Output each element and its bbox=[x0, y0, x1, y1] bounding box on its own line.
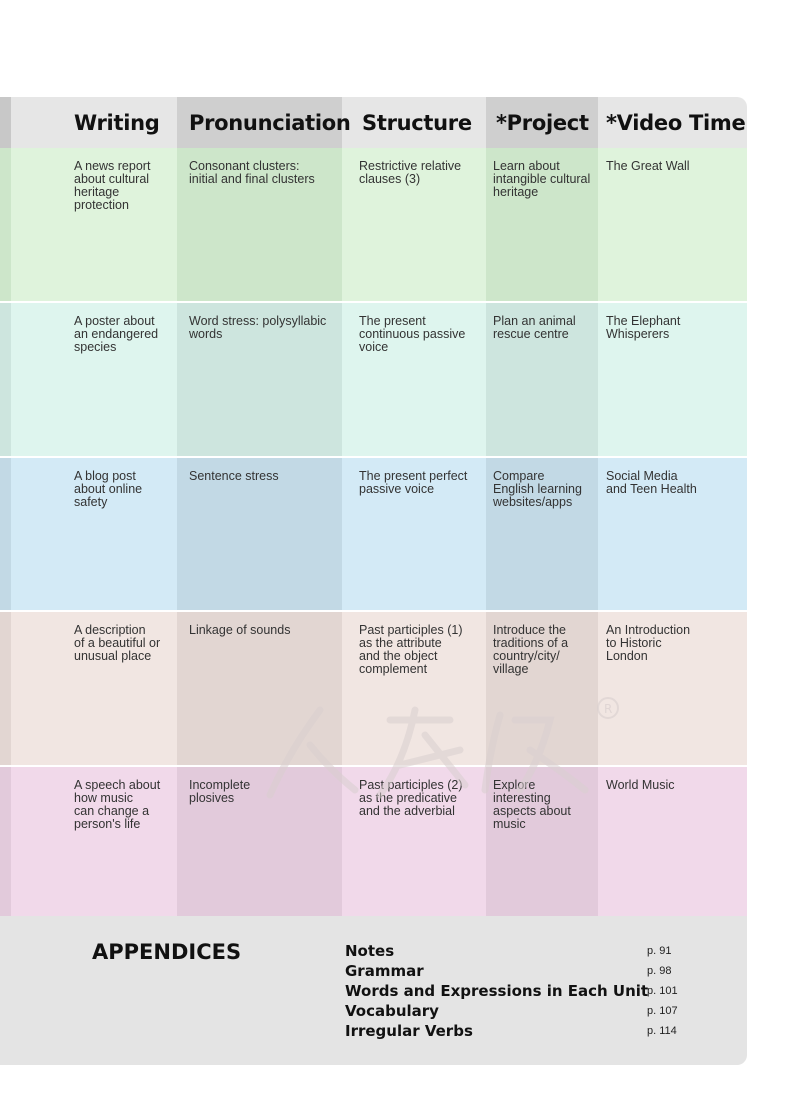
cell-pronunciation bbox=[177, 458, 342, 610]
cell-project bbox=[486, 458, 598, 610]
appendix-page-words: p. 101 bbox=[647, 985, 678, 997]
cell-text: A blog post about online safety bbox=[74, 469, 143, 509]
cell-text: Past participles (2) as the predicative and the adverbial bbox=[359, 778, 463, 818]
cell-text: A news report about cultural heritage protection bbox=[74, 159, 151, 212]
cell-project bbox=[486, 303, 598, 456]
cell-text: Past participles (1) as the attribute and the object complement bbox=[359, 623, 463, 676]
cell-text: Consonant clusters: initial and final clusters bbox=[189, 159, 315, 186]
appendices-title: APPENDICES bbox=[92, 940, 242, 964]
row-left-strip bbox=[0, 458, 11, 610]
header-project: *Project bbox=[486, 97, 598, 148]
cell-text: Word stress: polysyllabic words bbox=[189, 314, 327, 341]
cell-writing bbox=[11, 458, 177, 610]
table-row bbox=[0, 767, 747, 916]
row-left-strip bbox=[0, 612, 11, 765]
cell-structure bbox=[342, 458, 486, 610]
cell-writing bbox=[11, 303, 177, 456]
row-left-strip bbox=[0, 303, 11, 456]
header-writing: Writing bbox=[74, 110, 160, 135]
cell-pronunciation bbox=[177, 148, 342, 301]
cell-text: Explore interesting aspects about music bbox=[493, 778, 571, 831]
cell-writing bbox=[11, 612, 177, 765]
appendix-item-grammar[interactable]: Grammar bbox=[345, 962, 424, 980]
cell-text: An Introduction to Historic London bbox=[606, 623, 691, 663]
header-pronunciation: Pronunciation bbox=[177, 97, 342, 148]
cell-pronunciation bbox=[177, 767, 342, 916]
cell-video-time bbox=[598, 148, 747, 301]
appendix-item-vocabulary[interactable]: Vocabulary bbox=[345, 1002, 439, 1020]
cell-text: Sentence stress bbox=[189, 469, 279, 483]
appendix-page-vocabulary: p. 107 bbox=[647, 1005, 678, 1017]
cell-video-time bbox=[598, 612, 747, 765]
cell-text: Incomplete plosives bbox=[189, 778, 251, 805]
cell-text: A description of a beautiful or unusual place bbox=[74, 623, 161, 663]
cell-text: Plan an animal rescue centre bbox=[493, 314, 576, 341]
cell-text: The present perfect passive voice bbox=[359, 469, 468, 496]
cell-structure bbox=[342, 148, 486, 301]
cell-video-time bbox=[598, 303, 747, 456]
table-row bbox=[0, 458, 747, 610]
appendix-item-words[interactable]: Words and Expressions in Each Unit bbox=[345, 982, 649, 1000]
header-left-tab bbox=[0, 97, 11, 148]
appendix-item-irregular-verbs[interactable]: Irregular Verbs bbox=[345, 1022, 473, 1040]
cell-text: Linkage of sounds bbox=[189, 623, 291, 637]
cell-project bbox=[486, 767, 598, 916]
table-row bbox=[0, 612, 747, 765]
cell-structure bbox=[342, 612, 486, 765]
header-structure: Structure bbox=[362, 110, 472, 135]
cell-writing bbox=[11, 767, 177, 916]
cell-text: Compare English learning websites/apps bbox=[493, 469, 582, 509]
table-header bbox=[0, 97, 747, 148]
cell-project bbox=[486, 612, 598, 765]
cell-project bbox=[486, 148, 598, 301]
cell-text: Social Media and Teen Health bbox=[606, 469, 697, 496]
svg-text:R: R bbox=[604, 702, 613, 716]
appendix-page-notes: p. 91 bbox=[647, 945, 672, 957]
cell-text: A poster about an endangered species bbox=[74, 314, 159, 354]
appendix-item-notes[interactable]: Notes bbox=[345, 942, 395, 960]
appendix-page-grammar: p. 98 bbox=[647, 965, 672, 977]
cell-text: Learn about intangible cultural heritage bbox=[493, 159, 591, 199]
cell-pronunciation bbox=[177, 612, 342, 765]
cell-video-time bbox=[598, 767, 747, 916]
header-video-time: *Video Time bbox=[606, 110, 746, 135]
cell-text: The present continuous passive voice bbox=[359, 314, 466, 354]
appendix-page-irregular-verbs: p. 114 bbox=[647, 1025, 677, 1037]
table-row bbox=[0, 148, 747, 301]
row-left-strip bbox=[0, 148, 11, 301]
cell-structure bbox=[342, 767, 486, 916]
cell-video-time bbox=[598, 458, 747, 610]
cell-text: The Great Wall bbox=[606, 159, 690, 173]
cell-structure bbox=[342, 303, 486, 456]
cell-text: The Elephant Whisperers bbox=[606, 314, 681, 341]
cell-text: World Music bbox=[606, 778, 675, 792]
cell-text: A speech about how music can change a person's life bbox=[74, 778, 161, 831]
cell-text: Introduce the traditions of a country/city/ village bbox=[493, 623, 569, 676]
contents-table bbox=[0, 97, 747, 1065]
cell-writing bbox=[11, 148, 177, 301]
table-row bbox=[0, 303, 747, 456]
cell-pronunciation bbox=[177, 303, 342, 456]
row-left-strip bbox=[0, 767, 11, 916]
appendices-section bbox=[0, 916, 747, 1065]
cell-text: Restrictive relative clauses (3) bbox=[359, 159, 462, 186]
